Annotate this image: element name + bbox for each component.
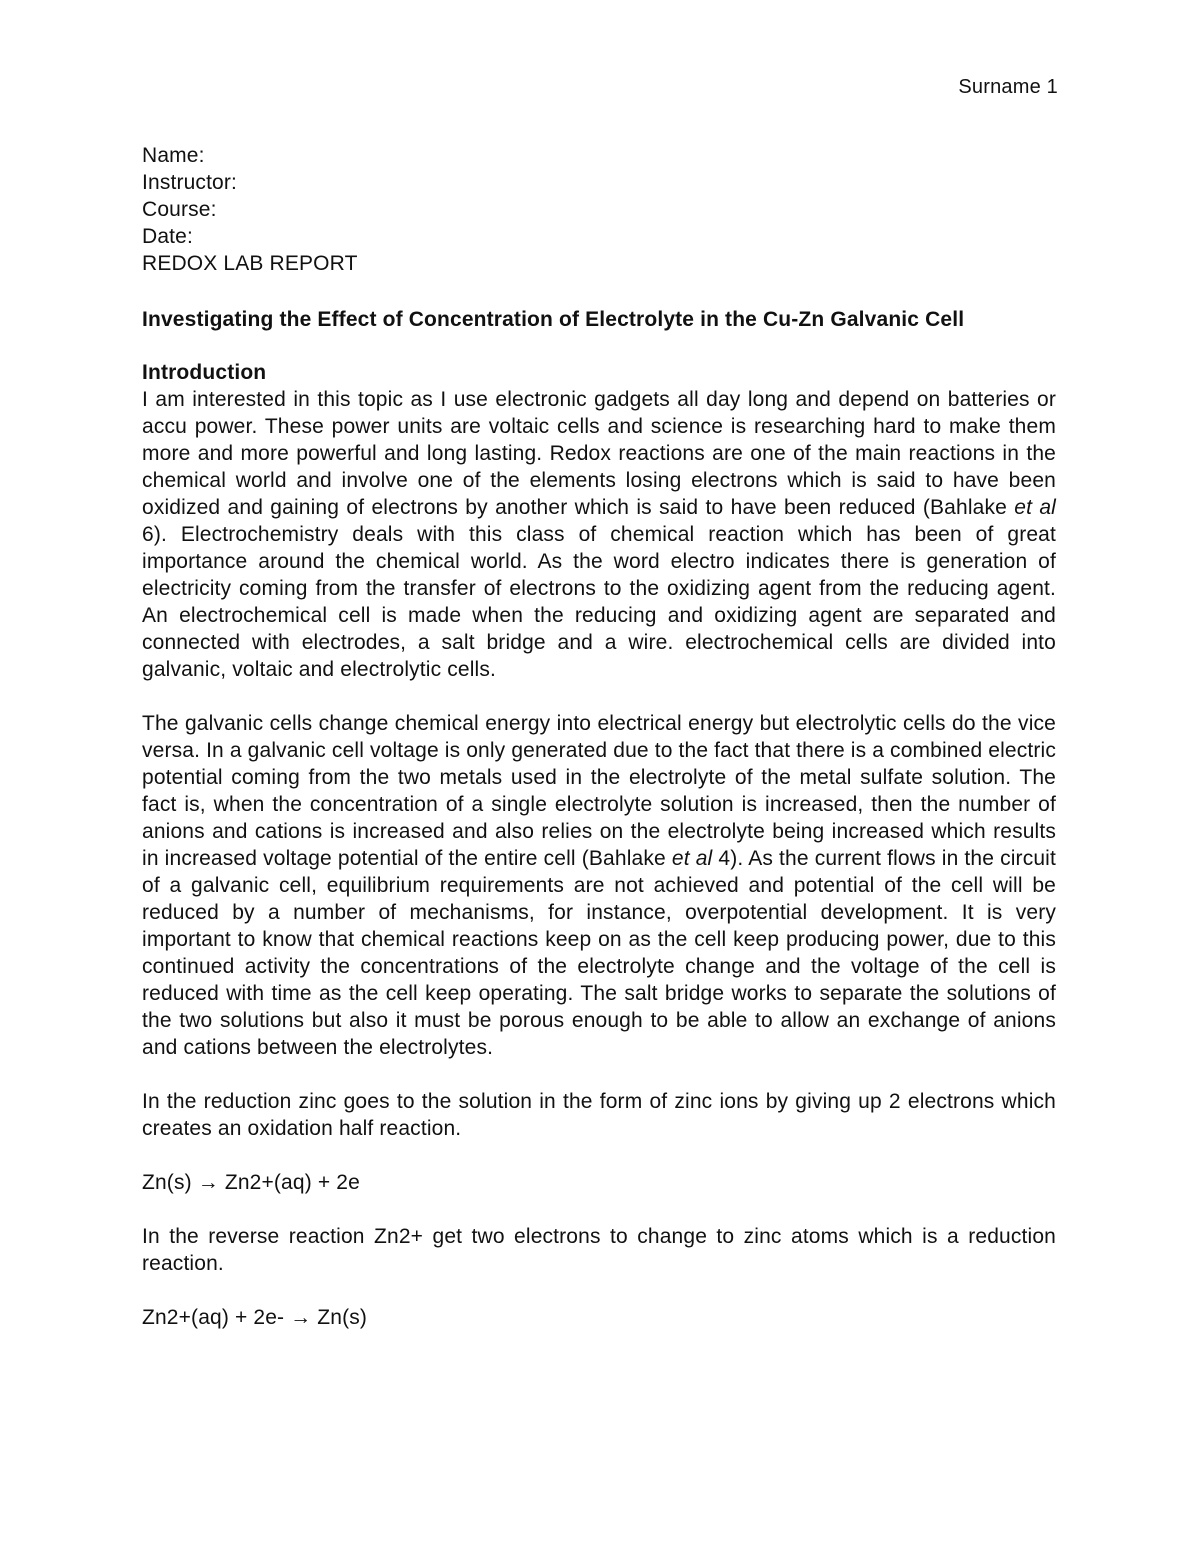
reduction-equation: Zn2+(aq) + 2e- → Zn(s) [142, 1306, 368, 1329]
citation-et-al: et al [1014, 496, 1056, 519]
report-type: REDOX LAB REPORT [142, 252, 358, 275]
citation-et-al: et al [671, 847, 713, 870]
paragraph-2-text-a: The galvanic cells change chemical energy into electrical energy but electrolytic cells do the vice versa. In a galvanic cell voltage is only generated due to the fact that there is a combined electric potential coming from the two metals used in the electrolyte of the metal sulfate solution. The fact is, when the concentration of a single electrolyte solution is increased, then the number of anions and cations is increased and also relies on the electrolyte being increased which results in increased voltage potential of the entire cell (Bahlake [142, 712, 1056, 870]
course-label: Course: [142, 198, 217, 221]
introduction-paragraph-2 [142, 710, 1056, 1061]
front-matter [142, 142, 1056, 277]
introduction-paragraph-3: In the reduction zinc goes to the solution in the form of zinc ions by giving up 2 electrons which creates an oxidation half reaction. [142, 1090, 1056, 1140]
paragraph-1-text-b: 6). Electrochemistry deals with this class of chemical reaction which has been of great importance around the chemical world. As the word electro indicates there is generation of electricity coming from the transfer of electrons to the oxidizing agent from the reducing agent. An electrochemical cell is made when the reducing and oxidizing agent are separated and connected with electrodes, a salt bridge and a wire. electrochemical cells are divided into galvanic, voltaic and electrolytic cells. [142, 523, 1056, 681]
report-title: Investigating the Effect of Concentration of Electrolyte in the Cu-Zn Galvanic Cell [142, 308, 965, 331]
introduction-heading: Introduction [142, 361, 267, 384]
oxidation-equation: Zn(s) → Zn2+(aq) + 2e [142, 1171, 360, 1194]
instructor-label: Instructor: [142, 171, 238, 194]
name-label: Name: [142, 144, 205, 167]
document-body [142, 142, 1056, 1331]
date-label: Date: [142, 225, 193, 248]
paragraph-1-text-a: I am interested in this topic as I use electronic gadgets all day long and depend on batteries or accu power. These power units are voltaic cells and science is researching hard to make them more and more powerful and long lasting. Redox reactions are one of the main reactions in the chemical world and involve one of the elements losing electrons which is said to have been oxidized and gaining of electrons by another which is said to have been reduced (Bahlake [142, 388, 1056, 519]
introduction-paragraph-1 [142, 386, 1056, 683]
paragraph-2-text-b: 4). As the current flows in the circuit of a galvanic cell, equilibrium requirements are not achieved and potential of the cell will be reduced by a number of mechanisms, for instance, overpotential development. It is very important to know that chemical reactions keep on as the cell keep producing power, due to this continued activity the concentrations of the electrolyte change and the voltage of the cell is reduced with time as the cell keep operating. The salt bridge works to separate the solutions of the two solutions but also it must be porous enough to be able to allow an exchange of anions and cations between the electrolytes. [142, 847, 1056, 1059]
running-head: Surname 1 [958, 76, 1058, 98]
introduction-paragraph-4: In the reverse reaction Zn2+ get two electrons to change to zinc atoms which is a reduction reaction. [142, 1225, 1056, 1275]
